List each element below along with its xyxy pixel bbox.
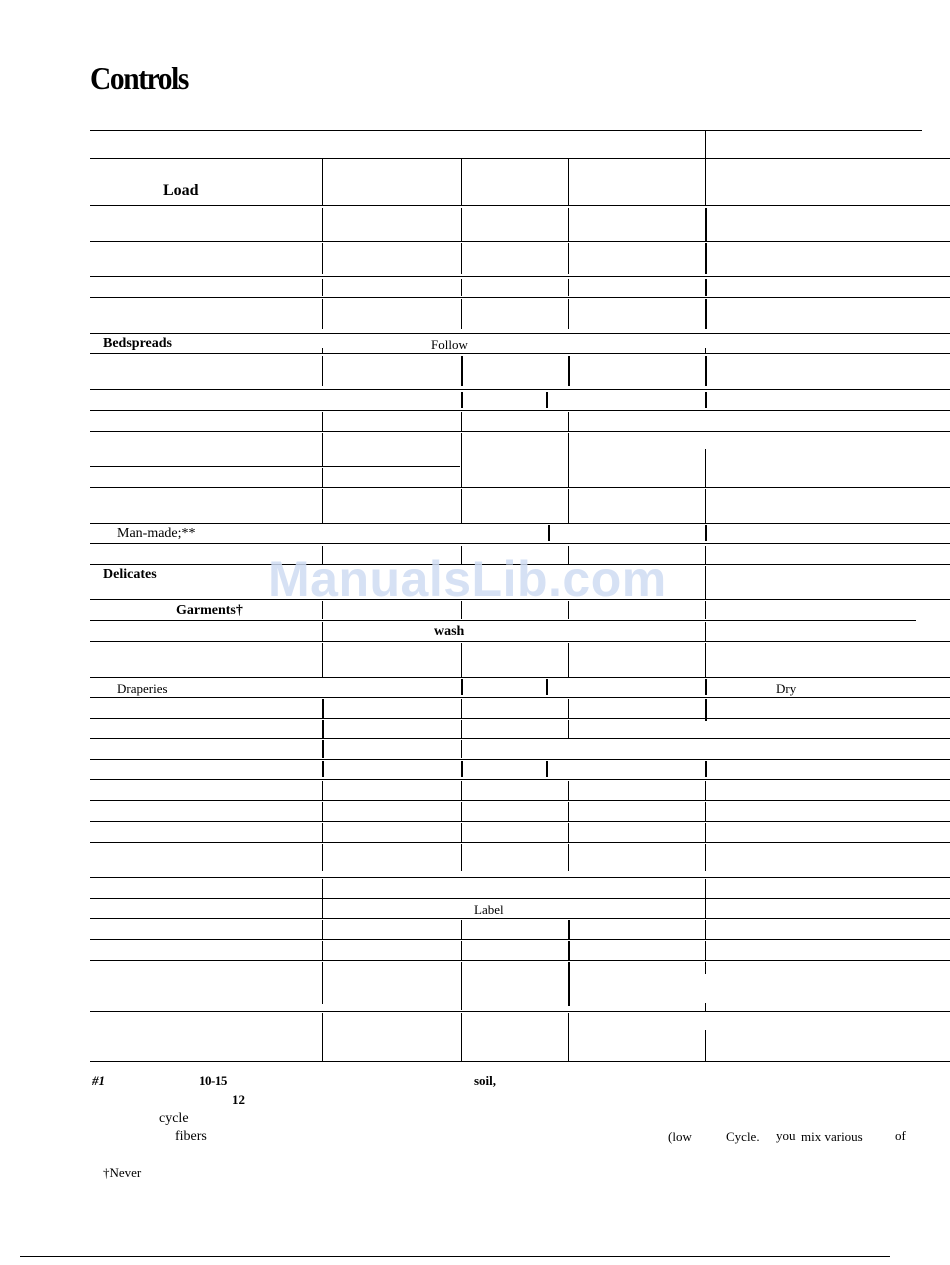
column-divider [322,920,323,939]
column-divider [705,392,707,408]
footnote-mix-various: mix various [801,1129,863,1144]
column-divider [546,392,548,408]
footnote-fibers: fibers [175,1129,207,1144]
cell-follow: Follow [431,337,468,352]
table-rule [90,677,950,678]
column-divider [461,720,462,738]
table-rule [90,410,950,411]
column-divider [705,1030,706,1061]
column-divider [705,962,706,974]
column-divider [705,546,706,564]
column-divider [705,941,706,960]
table-rule [90,466,460,467]
column-divider [461,299,462,329]
column-divider [322,823,323,842]
column-divider [322,740,324,758]
column-divider [705,243,707,274]
footnote-cycle-cap: Cycle. [726,1129,760,1144]
column-divider [322,243,323,274]
table-rule [90,543,950,544]
table-rule [90,276,950,277]
column-divider [322,208,323,241]
row-label-draperies: Draperies [117,681,168,696]
column-divider [705,299,707,329]
column-divider [568,802,569,821]
footnote-marker: #1 [92,1073,105,1088]
cell-label: Label [474,902,504,917]
row-label-delicates: Delicates [103,567,157,582]
column-divider [461,489,462,523]
table-rule [90,718,950,719]
table-rule [90,960,950,961]
column-divider [461,159,462,205]
footnote-twelve: 12 [232,1092,245,1107]
column-divider [568,1013,569,1061]
column-divider [461,643,462,677]
column-divider [461,823,462,842]
column-divider [705,879,706,898]
column-divider [322,761,324,777]
table-rule [90,333,950,334]
column-divider [568,643,569,677]
table-rule [90,779,950,780]
cell-dry: Dry [776,681,797,696]
table-rule [90,487,950,488]
column-divider [568,412,569,431]
column-divider [322,643,323,677]
table-rule [90,697,950,698]
row-label-man-made: Man-made;** [117,526,196,541]
column-divider [568,433,569,487]
table-rule [90,130,922,131]
watermark-logo: ManualsLib.com [268,551,667,607]
table-rule [90,738,950,739]
column-divider [461,740,462,758]
column-divider [461,844,462,871]
table-rule [90,297,950,298]
table-rule [90,241,950,242]
column-divider [705,566,706,599]
table-rule [90,1061,950,1062]
column-divider [705,679,707,695]
column-divider [705,601,706,619]
table-rule [90,1011,950,1012]
column-divider [461,761,463,777]
column-divider [705,279,707,296]
column-divider [322,962,323,1004]
column-divider [705,920,706,939]
column-divider [705,643,706,677]
cell-wash: wash [434,624,465,639]
footnote-range: 10-15 [199,1073,227,1088]
column-divider [461,920,462,939]
column-divider [568,489,569,523]
row-label-bedspreads: Bedspreads [103,336,172,351]
column-divider [322,622,323,641]
table-rule [90,641,950,642]
table-rule [90,353,950,354]
column-divider [705,449,706,487]
column-divider [461,679,463,695]
column-divider [322,781,323,800]
column-divider [705,823,706,842]
column-divider [546,679,548,695]
header-load: Load [163,182,199,199]
column-divider [461,1013,462,1061]
column-divider [461,941,462,960]
column-divider [705,699,707,721]
column-divider [568,920,570,939]
column-divider [705,489,706,523]
column-divider [705,781,706,800]
column-divider [705,1003,706,1011]
column-divider [461,433,462,487]
table-rule [90,898,950,899]
column-divider [568,823,569,842]
column-divider [568,781,569,800]
footnote-soil: soil, [474,1073,497,1088]
column-divider [548,525,550,541]
table-rule [90,821,950,822]
column-divider [568,941,570,960]
table-rule [90,205,950,206]
column-divider [705,525,707,541]
column-divider [568,208,569,241]
column-divider [705,131,706,158]
column-divider [322,1013,323,1061]
table-rule [90,431,950,432]
table-rule [90,389,950,390]
column-divider [322,879,323,898]
column-divider [461,243,462,274]
column-divider [322,299,323,329]
column-divider [461,356,463,386]
column-divider [461,208,462,241]
column-divider [705,622,706,641]
table-rule [90,800,950,801]
column-divider [705,348,706,353]
column-divider [322,802,323,821]
column-divider [322,844,323,871]
column-divider [322,720,324,738]
column-divider [546,761,548,777]
column-divider [322,159,323,205]
footnote-never: †Never [103,1165,142,1180]
column-divider [461,412,462,431]
row-label-garments: Garments† [176,603,243,618]
column-divider [705,844,706,871]
column-divider [322,356,323,386]
column-divider [568,356,570,386]
column-divider [322,279,323,296]
table-rule [90,939,950,940]
table-rule [90,842,950,843]
column-divider [568,279,569,296]
column-divider [568,159,569,205]
table-rule [90,918,950,919]
column-divider [568,962,570,1006]
footnote-you: you [776,1128,796,1143]
footnote-low: (low [668,1129,692,1144]
column-divider [705,802,706,821]
column-divider [322,941,323,960]
table-rule [90,523,950,524]
column-divider [568,844,569,871]
column-divider [568,243,569,274]
column-divider [322,412,323,431]
column-divider [461,699,462,718]
column-divider [322,468,323,487]
column-divider [322,489,323,523]
table-rule [90,158,950,159]
column-divider [322,433,323,466]
column-divider [705,159,706,205]
column-divider [322,699,324,718]
column-divider [705,899,706,918]
page-title: Controls [90,60,189,96]
column-divider [322,899,323,918]
table-rule [90,620,916,621]
footnote-of: of [895,1128,906,1143]
column-divider [705,356,707,386]
column-divider [461,392,463,408]
table-rule [90,759,950,760]
column-divider [568,699,569,718]
page-bottom-rule [20,1256,890,1257]
footnote-cycle: cycle [159,1111,189,1126]
column-divider [461,802,462,821]
column-divider [461,781,462,800]
column-divider [461,279,462,296]
column-divider [705,208,707,241]
column-divider [705,761,707,777]
column-divider [568,720,569,738]
table-rule [90,877,950,878]
column-divider [461,962,462,1010]
column-divider [568,299,569,329]
column-divider [322,348,323,353]
